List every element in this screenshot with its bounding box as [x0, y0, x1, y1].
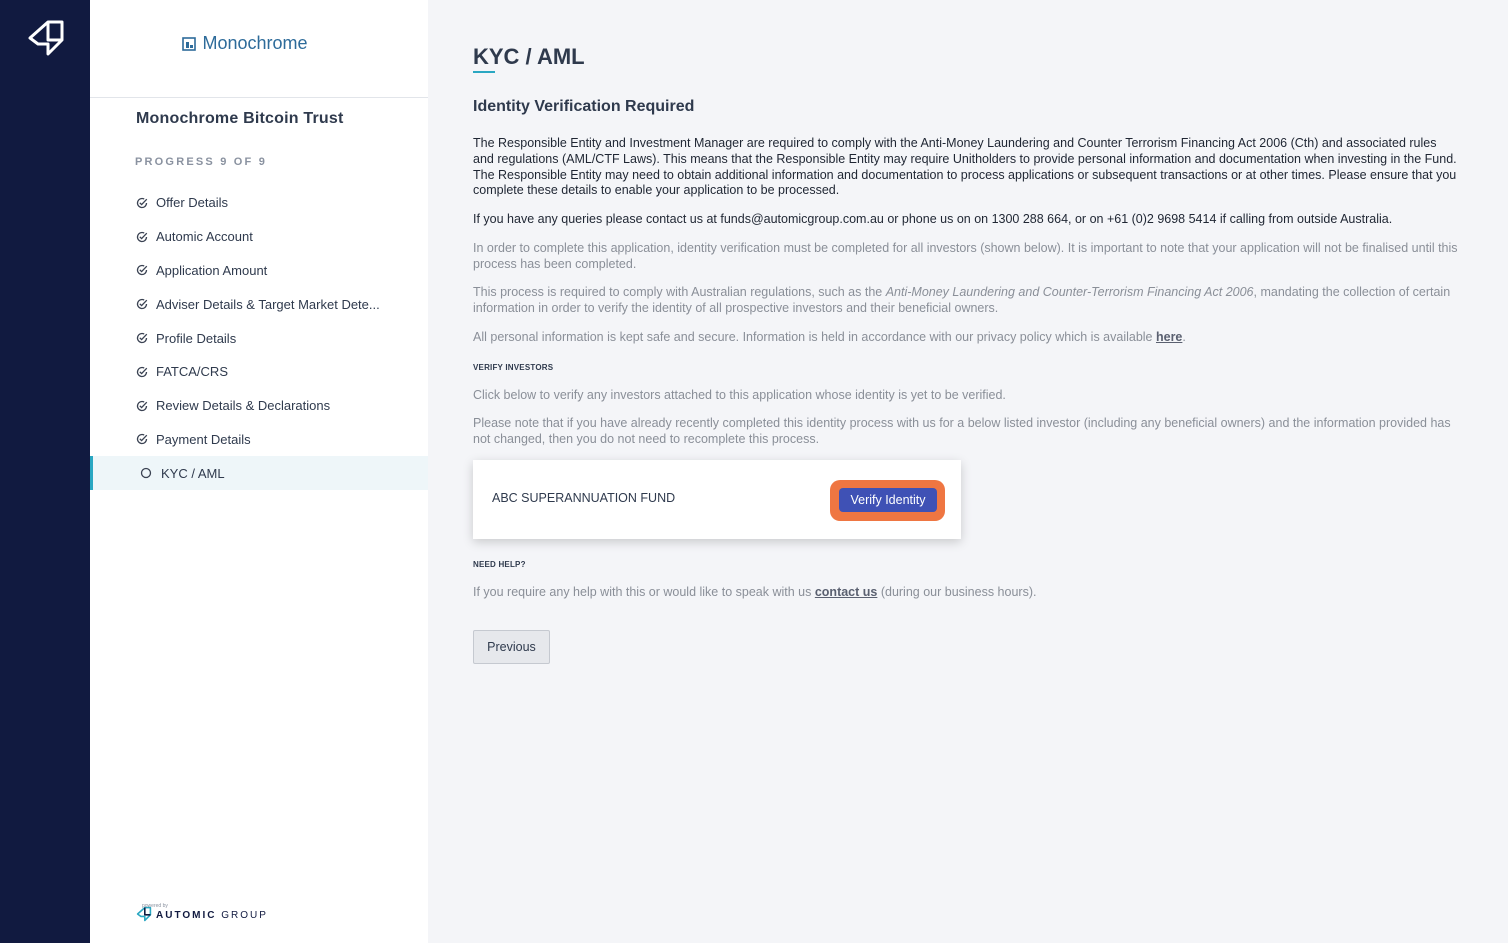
intro-paragraph: The Responsible Entity and Investment Manager are required to comply with the Anti-Money Laundering and Counter Terrorism Financing Act 2006 (Cth) and associated rules and regulations (AML/CTF Laws). This means that the Responsible Entity may require Unitholders to provide personal information and documentation when investing in the Fund. The Responsible Entity may need to obtain additional information and documentation to process applications or subsequent transactions or at other times. Please ensure that you complete these details to enable your application to be processed. — [473, 136, 1457, 198]
sidebar-step-offer-details[interactable] — [90, 186, 428, 220]
sidebar-step-review-details-declarations[interactable] — [90, 389, 428, 423]
check-circle-icon — [136, 366, 148, 378]
regulation-paragraph: This process is required to comply with Australian regulations, such as the Anti-Money Laundering and Counter-Terrorism Financing Act 2006, mandating the collection of certain information in order to verify the identity of all prospective investors and their beneficial owners. — [473, 285, 1451, 315]
circle-icon — [140, 467, 152, 479]
check-circle-icon — [136, 433, 148, 445]
check-circle-icon — [136, 298, 148, 310]
sidebar-step-application-amount[interactable] — [90, 254, 428, 288]
sidebar-step-adviser-details-target-market-dete[interactable] — [90, 287, 428, 321]
brand-name: Monochrome — [202, 33, 308, 53]
fund-title: Monochrome Bitcoin Trust — [136, 110, 344, 127]
powered-by-small-text: powered by — [142, 903, 168, 909]
app-rail — [0, 0, 90, 943]
sidebar-step-label: Offer Details — [156, 195, 229, 211]
section-heading: Identity Verification Required — [473, 98, 695, 115]
verify-identity-button[interactable]: Verify Identity — [839, 488, 937, 512]
contact-paragraph: If you have any queries please contact us at funds@automicgroup.com.au or phone us on on 1300 288 664, or on +61 (0)2 9698 5414 if calling from outside Australia. — [473, 212, 1393, 226]
sidebar-step-automic-account[interactable] — [90, 220, 428, 254]
check-circle-icon — [136, 231, 148, 243]
privacy-paragraph: All personal information is kept safe and secure. Information is held in accordance with our privacy policy which is available here. — [473, 330, 1186, 344]
sidebar-step-payment-details[interactable] — [90, 423, 428, 457]
investor-name: ABC SUPERANNUATION FUND — [492, 491, 676, 505]
check-circle-icon — [136, 332, 148, 344]
check-circle-icon — [136, 400, 148, 412]
sidebar-step-fatca-crs[interactable] — [90, 355, 428, 389]
sidebar-step-label: Review Details & Declarations — [156, 398, 331, 414]
verify-button-highlight — [830, 480, 945, 521]
recent-verification-note: Please note that if you have already recently completed this identity process with us for a below listed investor (including any beneficial owners) and the information provided has not changed, then you do not need to recomplete this process. — [473, 416, 1451, 446]
sidebar-step-label: FATCA/CRS — [156, 364, 228, 380]
automic-logo-icon[interactable] — [26, 18, 66, 58]
powered-by-wordmark: AUTOMIC GROUP — [156, 910, 268, 921]
verification-paragraph: In order to complete this application, identity verification must be completed for all investors (shown below). It is important to note that your application will not be finalised until this process has been completed. — [473, 241, 1458, 271]
step-list — [90, 186, 428, 490]
sidebar-step-label: KYC / AML — [161, 465, 225, 481]
sidebar-step-label: Adviser Details & Target Market Dete... — [156, 296, 380, 312]
previous-button[interactable]: Previous — [473, 630, 550, 664]
sidebar-step-kyc-aml[interactable] — [90, 456, 428, 490]
privacy-policy-link[interactable]: here — [1155, 330, 1183, 344]
sidebar-step-label: Application Amount — [156, 262, 268, 278]
sidebar-step-label: Payment Details — [156, 431, 251, 447]
progress-sidebar — [90, 0, 428, 943]
investor-card — [473, 460, 961, 539]
powered-by-automic — [136, 903, 268, 922]
title-underline — [473, 71, 495, 73]
verify-investors-text: Click below to verify any investors attached to this application whose identity is yet to be verified. — [473, 388, 1006, 402]
check-circle-icon — [136, 197, 148, 209]
page-title: KYC / AML — [473, 44, 585, 69]
verify-investors-heading: VERIFY INVESTORS — [473, 363, 554, 372]
sidebar-step-profile-details[interactable] — [90, 321, 428, 355]
help-paragraph: If you require any help with this or would like to speak with us contact us (during our business hours). — [473, 585, 1037, 599]
sidebar-step-label: Automic Account — [156, 229, 253, 245]
progress-label: PROGRESS 9 OF 9 — [135, 156, 268, 168]
brand-header — [90, 0, 428, 98]
sidebar-step-label: Profile Details — [156, 330, 237, 346]
need-help-heading: NEED HELP? — [473, 560, 526, 569]
monochrome-logo-icon — [182, 37, 196, 51]
contact-us-link[interactable]: contact us — [814, 585, 878, 599]
check-circle-icon — [136, 264, 148, 276]
